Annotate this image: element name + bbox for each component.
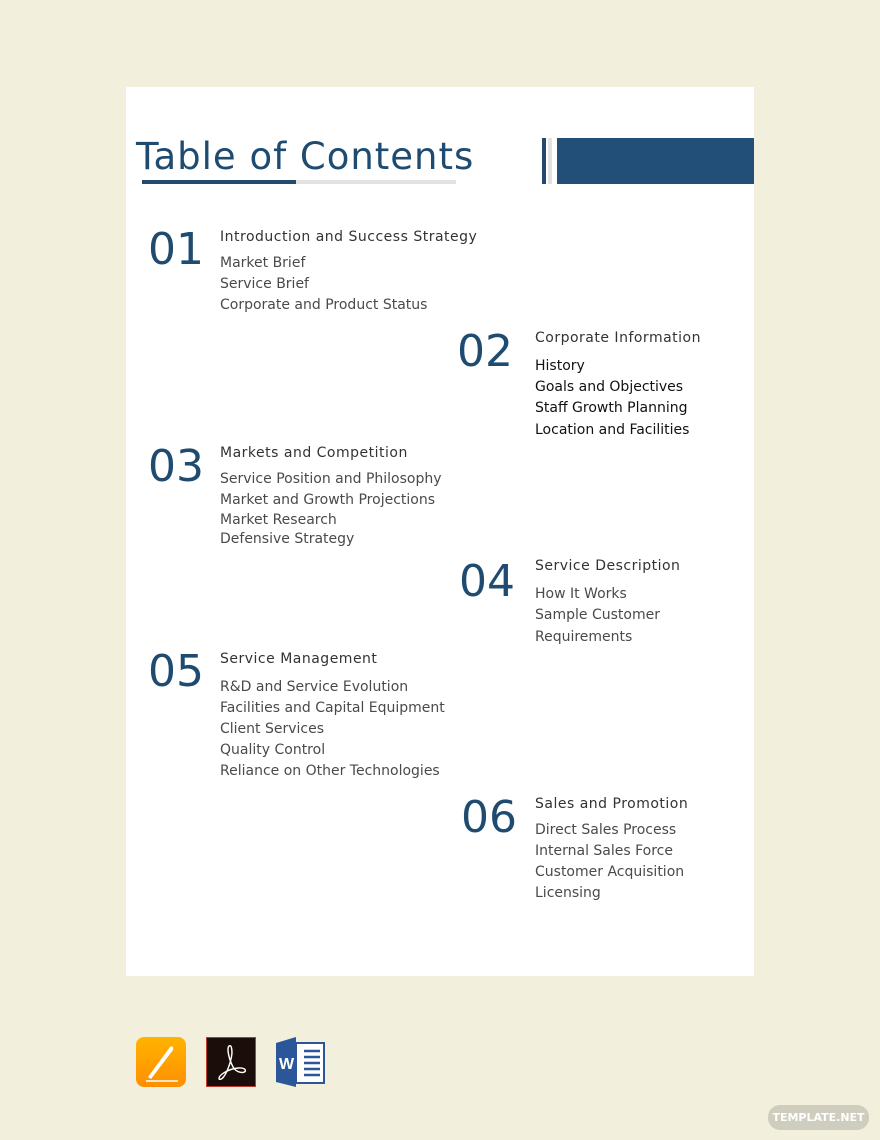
section-item: Market Brief: [220, 255, 306, 271]
section-item: Quality Control: [220, 742, 326, 758]
section-item: Requirements: [535, 629, 633, 645]
decorative-header-block: [557, 138, 754, 184]
section-heading: Introduction and Success Strategy: [220, 229, 478, 245]
section-item: How It Works: [535, 586, 627, 602]
section-heading: Markets and Competition: [220, 445, 408, 461]
pages-icon[interactable]: [136, 1037, 186, 1087]
svg-text:W: W: [279, 1056, 295, 1073]
section-item: Internal Sales Force: [535, 843, 673, 859]
section-item: Sample Customer: [535, 607, 660, 623]
section-number: 04: [459, 556, 515, 607]
section-item: Service Position and Philosophy: [220, 471, 442, 487]
section-item: Goals and Objectives: [535, 379, 684, 395]
section-item: Defensive Strategy: [220, 531, 355, 547]
format-icons: [136, 1037, 326, 1087]
section-number: 03: [148, 441, 204, 492]
section-item: Customer Acquisition: [535, 864, 685, 880]
decorative-bar-thin: [542, 138, 546, 184]
section-item: Licensing: [535, 885, 601, 901]
section-item: Market Research: [220, 512, 337, 528]
section-item: Direct Sales Process: [535, 822, 677, 838]
section-heading: Corporate Information: [535, 330, 701, 346]
section-item: Staff Growth Planning: [535, 400, 688, 416]
section-heading: Sales and Promotion: [535, 796, 689, 812]
section-item: Market and Growth Projections: [220, 492, 436, 508]
section-item: Facilities and Capital Equipment: [220, 700, 445, 716]
title-underline: [296, 180, 456, 184]
document-page: [126, 87, 754, 976]
decorative-bar-light: [548, 138, 552, 184]
section-number: 02: [457, 326, 513, 377]
acrobat-pdf-icon[interactable]: [206, 1037, 256, 1087]
section-number: 05: [148, 646, 204, 697]
section-heading: Service Management: [220, 651, 378, 667]
section-item: Client Services: [220, 721, 325, 737]
watermark-badge: TEMPLATE.NET: [768, 1105, 869, 1130]
page-title: Table of Contents: [136, 135, 475, 178]
section-number: 01: [148, 224, 204, 275]
section-item: Corporate and Product Status: [220, 297, 428, 313]
section-number: 06: [461, 792, 517, 843]
word-icon[interactable]: [276, 1037, 326, 1087]
section-item: History: [535, 358, 585, 374]
title-underline-accent: [142, 180, 296, 184]
section-item: Location and Facilities: [535, 422, 690, 438]
section-item: R&D and Service Evolution: [220, 679, 409, 695]
section-item: Reliance on Other Technologies: [220, 763, 440, 779]
section-item: Service Brief: [220, 276, 309, 292]
section-heading: Service Description: [535, 558, 681, 574]
